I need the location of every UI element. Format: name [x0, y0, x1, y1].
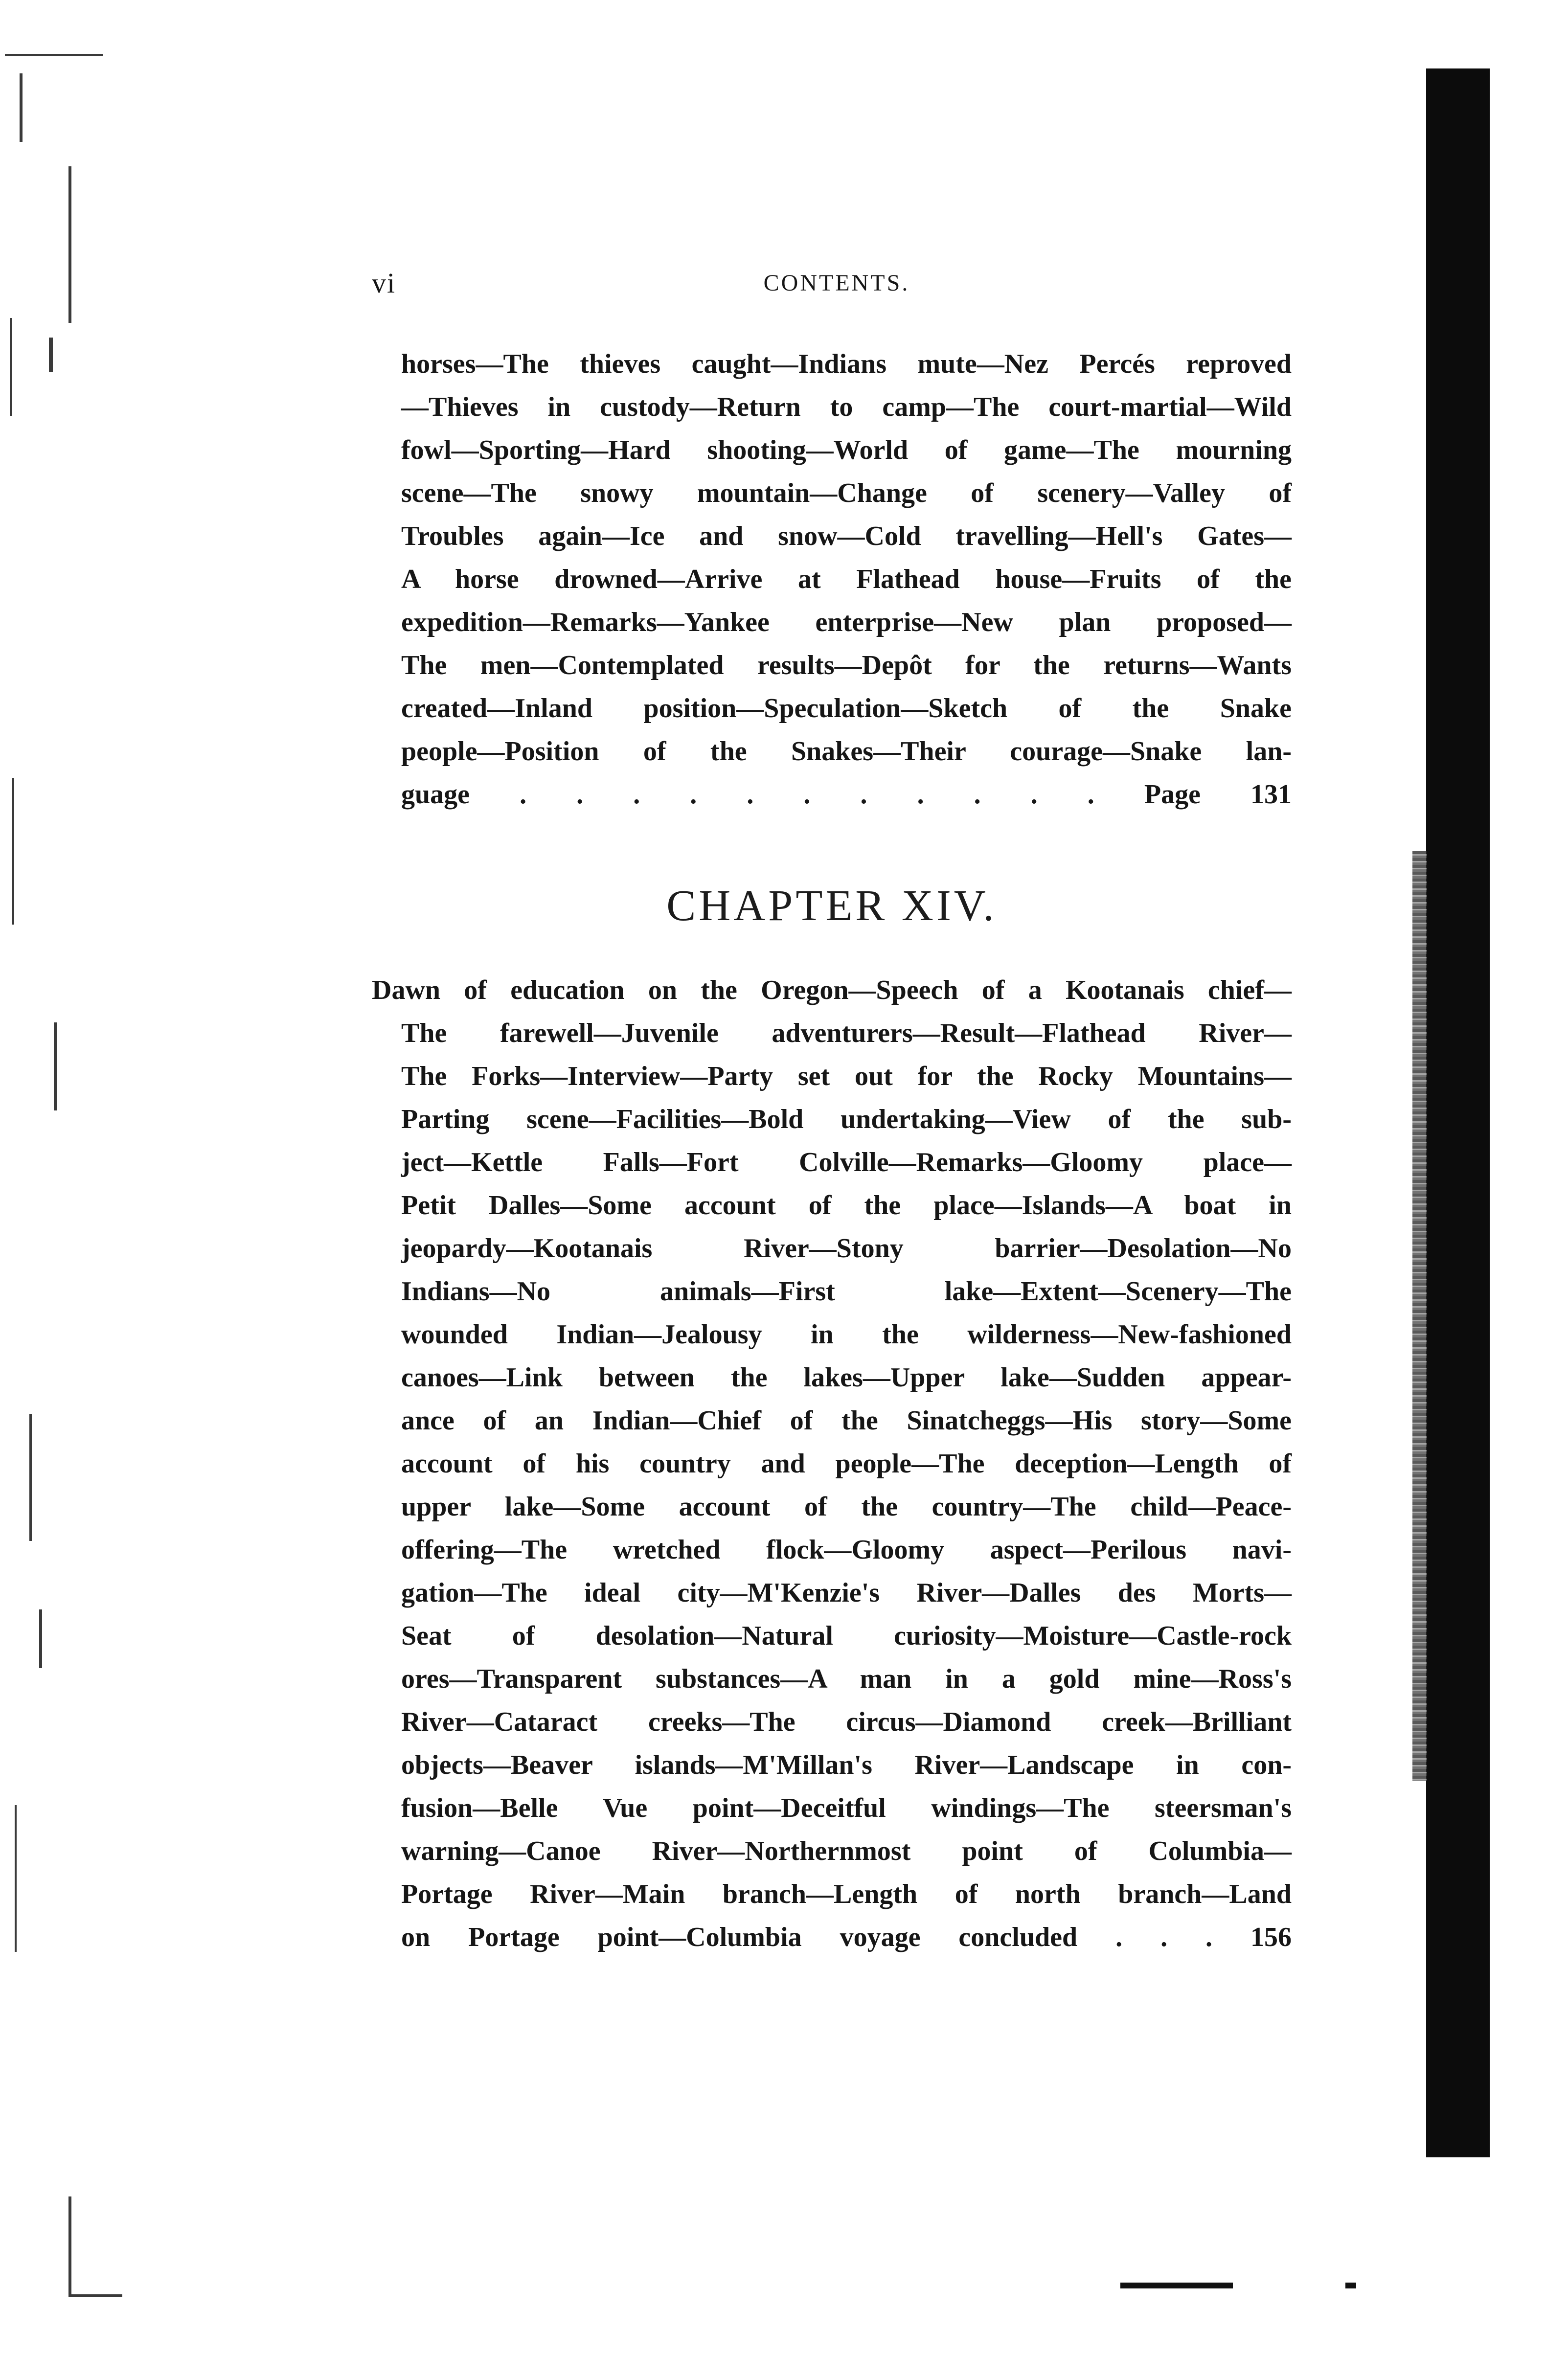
summary-line: fowl—Sporting—Hard shooting—World of game—The mourning — [401, 435, 1292, 465]
summary-line: wounded Indian—Jealousy in the wilderness—New-fashioned — [401, 1319, 1292, 1350]
summary-line: Dawn of education on the Oregon—Speech of a Kootanais chief— — [372, 975, 1292, 1005]
summary-line-with-page: guage . . . . . . . . . . . Page 131 — [401, 779, 1292, 810]
summary-line: created—Inland position—Speculation—Sketch of the Snake — [401, 693, 1292, 724]
summary-line: ject—Kettle Falls—Fort Colville—Remarks—Gloomy place— — [401, 1147, 1292, 1177]
running-title: CONTENTS. — [763, 270, 910, 296]
bottom-edge-mark — [1120, 2283, 1233, 2288]
summary-line: account of his country and people—The deception—Length of — [401, 1449, 1292, 1479]
summary-line: Petit Dalles—Some account of the place—Islands—A boat in — [401, 1190, 1292, 1221]
summary-line: Indians—No animals—First lake—Extent—Scenery—The — [401, 1276, 1292, 1307]
summary-line: offering—The wretched flock—Gloomy aspect—Perilous navi- — [401, 1535, 1292, 1565]
summary-line: expedition—Remarks—Yankee enterprise—New plan proposed— — [401, 607, 1292, 637]
summary-line: scene—The snowy mountain—Change of scenery—Valley of — [401, 478, 1292, 508]
summary-line: upper lake—Some account of the country—The child—Peace- — [401, 1492, 1292, 1522]
summary-line: River—Cataract creeks—The circus—Diamond creek—Brilliant — [401, 1707, 1292, 1737]
summary-line: fusion—Belle Vue point—Deceitful windings—The steersman's — [401, 1793, 1292, 1823]
summary-line: —Thieves in custody—Return to camp—The court-martial—Wild — [401, 392, 1292, 422]
summary-line: ance of an Indian—Chief of the Sinatcheggs—His story—Some — [401, 1405, 1292, 1436]
summary-line: The men—Contemplated results—Depôt for the returns—Wants — [401, 650, 1292, 680]
chapter-heading: CHAPTER XIV. — [666, 882, 997, 930]
summary-line: objects—Beaver islands—M'Millan's River—Landscape in con- — [401, 1750, 1292, 1780]
page-edge-artifacts — [0, 44, 113, 2319]
summary-line: Parting scene—Facilities—Bold undertaking—View of the sub- — [401, 1104, 1292, 1134]
summary-line: The Forks—Interview—Party set out for the Rocky Mountains— — [401, 1061, 1292, 1091]
running-header — [372, 267, 1301, 306]
summary-line-with-page: on Portage point—Columbia voyage concluded . . . 156 — [401, 1922, 1292, 1952]
summary-line: jeopardy—Kootanais River—Stony barrier—Desolation—No — [401, 1233, 1292, 1264]
chapter-xiii-summary — [401, 342, 1292, 816]
summary-line: gation—The ideal city—M'Kenzie's River—Dalles des Morts— — [401, 1578, 1292, 1608]
bottom-edge-mark — [1345, 2283, 1356, 2288]
summary-line: people—Position of the Snakes—Their courage—Snake lan- — [401, 736, 1292, 767]
summary-line: horses—The thieves caught—Indians mute—Nez Percés reproved — [401, 349, 1292, 379]
binding-shadow — [1426, 68, 1490, 2157]
summary-line: A horse drowned—Arrive at Flathead house—Fruits of the — [401, 564, 1292, 594]
summary-line: ores—Transparent substances—A man in a gold mine—Ross's — [401, 1664, 1292, 1694]
summary-line: Troubles again—Ice and snow—Cold travelling—Hell's Gates— — [401, 521, 1292, 551]
summary-line: warning—Canoe River—Northernmost point of Columbia— — [401, 1836, 1292, 1866]
summary-line: Seat of desolation—Natural curiosity—Moisture—Castle-rock — [401, 1621, 1292, 1651]
summary-line: The farewell—Juvenile adventurers—Result—Flathead River— — [401, 1018, 1292, 1048]
page-number: vi — [372, 267, 396, 299]
summary-line: Portage River—Main branch—Length of north branch—Land — [401, 1879, 1292, 1909]
summary-line: canoes—Link between the lakes—Upper lake—Sudden appear- — [401, 1362, 1292, 1393]
chapter-xiv-summary — [372, 969, 1292, 1959]
